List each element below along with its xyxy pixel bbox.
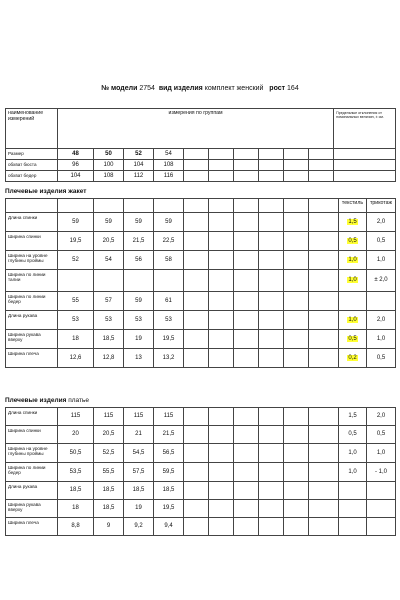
empty-cell [259,500,284,518]
textile-value: 0,5 [348,237,357,244]
dress-title-suffix: платье [68,397,89,404]
empty-cell [284,349,309,368]
empty-cell [259,444,284,463]
textile-cell [339,232,367,251]
empty-cell [259,349,284,368]
row-label: Ширина рукава вверху [6,330,58,349]
table-row [6,518,396,536]
value-cell: 61 [154,292,184,311]
textile-cell [339,251,367,270]
row-label: обхват бюста [6,160,58,171]
empty-cell [309,408,339,426]
model-value: 2754 [139,85,155,92]
group-header: измерения по группам [58,109,334,149]
value-cell: 19 [124,500,154,518]
value-cell: 53 [94,311,124,330]
textile-cell [339,330,367,349]
empty-cell [209,408,234,426]
row-label: Ширина по линии бедер [6,292,58,311]
empty-cell [234,251,259,270]
empty-cell [259,311,284,330]
row-label: Ширина плеча [6,518,58,536]
value-cell: 53 [124,311,154,330]
size-cell: 50 [94,149,124,160]
value-cell: 96 [58,160,94,171]
textile-value: 1,5 [348,413,357,420]
empty-cell [284,251,309,270]
empty-cell [259,270,284,292]
row-label: Ширина по линии бедер [6,463,58,482]
textile-cell [339,500,367,518]
size-row [6,149,396,160]
empty-cell [309,482,339,500]
table-row [6,349,396,368]
value-cell: 55 [58,292,94,311]
empty-cell [284,330,309,349]
textile-cell [339,518,367,536]
value-cell: 21,5 [124,232,154,251]
size-label: Размер [6,149,58,160]
value-cell: 100 [94,160,124,171]
empty-cell [284,270,309,292]
model-label: № модели [101,85,138,92]
table-row [6,160,396,171]
empty-cell [209,518,234,536]
value-cell: 104 [58,171,94,182]
empty-cell [284,500,309,518]
empty-cell [209,482,234,500]
size-cell: 54 [154,149,184,160]
table-row [6,171,396,182]
textile-value: 0,5 [348,431,357,438]
empty-cell [259,232,284,251]
empty-cell [184,349,209,368]
textile-value: 0,5 [348,335,357,342]
textile-value: 1,0 [348,256,357,263]
value-cell: 13 [124,349,154,368]
empty-cell [259,518,284,536]
value-cell: 20,5 [94,426,124,444]
table-row [6,251,396,270]
size-cell: 52 [124,149,154,160]
value-cell: 22,5 [154,232,184,251]
knit-cell: 2,0 [367,213,396,232]
empty-cell [184,426,209,444]
empty-cell [309,330,339,349]
row-label: Длина спинки [6,408,58,426]
table-row [6,482,396,500]
table-row [6,213,396,232]
knit-cell [367,518,396,536]
empty-cell [309,292,339,311]
empty-cell [209,463,234,482]
table-row [6,232,396,251]
table-row [6,330,396,349]
col-knit: трикотаж [367,199,396,213]
empty-cell [234,408,259,426]
row-label: Длина рукава [6,482,58,500]
textile-cell [339,444,367,463]
empty-cell [309,349,339,368]
row-label: Ширина спинки [6,426,58,444]
empty-cell [309,444,339,463]
value-cell: 108 [94,171,124,182]
empty-cell [234,330,259,349]
empty-cell [209,444,234,463]
empty-cell [284,518,309,536]
document-title [0,85,400,92]
value-cell: 18 [58,330,94,349]
empty-cell [284,426,309,444]
textile-value: 1,0 [348,449,357,456]
empty-cell [309,213,339,232]
name-header: наименование измерений [6,109,58,149]
value-cell: 13,2 [154,349,184,368]
value-cell: 58 [154,251,184,270]
knit-cell: 2,0 [367,408,396,426]
size-cell: 48 [58,149,94,160]
empty-cell [234,426,259,444]
empty-cell [209,349,234,368]
row-label: Ширина на уровне глубины проймы [6,251,58,270]
table-row [6,500,396,518]
empty-cell [209,500,234,518]
value-cell: 21 [124,426,154,444]
empty-cell [209,426,234,444]
table-row [6,408,396,426]
value-cell: 18,5 [94,500,124,518]
empty-cell [209,232,234,251]
empty-cell [259,292,284,311]
dress-section-title [5,397,89,404]
empty-cell [234,482,259,500]
empty-cell [209,251,234,270]
empty-cell [309,270,339,292]
textile-cell [339,270,367,292]
value-cell: 115 [58,408,94,426]
measurements-table [5,108,396,182]
empty-cell [309,500,339,518]
empty-cell [234,444,259,463]
value-cell: 52,5 [94,444,124,463]
table-row [6,444,396,463]
empty-cell [209,330,234,349]
empty-cell [234,463,259,482]
value-cell [124,270,154,292]
value-cell: 19,5 [58,232,94,251]
row-label: Ширина по линии талии [6,270,58,292]
row-label: Ширина спинки [6,232,58,251]
knit-cell: - 1,0 [367,463,396,482]
textile-cell [339,292,367,311]
value-cell: 20 [58,426,94,444]
value-cell: 52 [58,251,94,270]
textile-value: 1,5 [348,218,357,225]
empty-cell [209,292,234,311]
empty-cell [234,270,259,292]
knit-cell: 0,5 [367,232,396,251]
empty-cell [309,426,339,444]
textile-cell [339,311,367,330]
row-label: Длина рукава [6,311,58,330]
type-value: комплект женский [204,85,264,92]
knit-cell: 1,0 [367,444,396,463]
value-cell: 59,5 [154,463,184,482]
empty-cell [309,311,339,330]
knit-cell: 0,5 [367,426,396,444]
empty-cell [209,311,234,330]
value-cell: 9,2 [124,518,154,536]
table-row [6,292,396,311]
value-cell: 57,5 [124,463,154,482]
empty-cell [284,482,309,500]
empty-cell [284,213,309,232]
knit-cell [367,500,396,518]
knit-cell: 2,0 [367,311,396,330]
empty-cell [309,232,339,251]
knit-cell [367,482,396,500]
knit-cell: ± 2,0 [367,270,396,292]
value-cell: 55,5 [94,463,124,482]
col-textile: текстиль [339,199,367,213]
empty-cell [309,251,339,270]
empty-cell [259,251,284,270]
value-cell: 112 [124,171,154,182]
value-cell: 18 [58,500,94,518]
table-row [6,270,396,292]
empty-cell [234,349,259,368]
empty-cell [184,463,209,482]
empty-cell [234,500,259,518]
textile-cell [339,349,367,368]
value-cell: 115 [124,408,154,426]
value-cell: 50,5 [58,444,94,463]
empty-cell [284,463,309,482]
empty-cell [184,270,209,292]
value-cell: 115 [154,408,184,426]
value-cell: 53 [58,311,94,330]
value-cell: 12,6 [58,349,94,368]
value-cell: 115 [94,408,124,426]
value-cell: 18,5 [94,330,124,349]
row-label: Ширина рукава вверху [6,500,58,518]
empty-cell [259,482,284,500]
row-label: Длина спинки [6,213,58,232]
empty-cell [184,482,209,500]
textile-cell [339,213,367,232]
empty-cell [234,232,259,251]
value-cell: 59 [94,213,124,232]
textile-value: 0,2 [348,354,357,361]
textile-cell [339,426,367,444]
knit-cell [367,292,396,311]
jacket-section-title [5,188,87,195]
value-cell: 18,5 [58,482,94,500]
empty-cell [259,330,284,349]
empty-cell [284,292,309,311]
value-cell: 59 [124,213,154,232]
textile-value: 1,0 [348,468,357,475]
empty-cell [184,408,209,426]
value-cell: 20,5 [94,232,124,251]
empty-cell [234,518,259,536]
value-cell: 12,8 [94,349,124,368]
value-cell: 19,5 [154,330,184,349]
value-cell: 56 [124,251,154,270]
empty-cell [259,213,284,232]
value-cell: 18,5 [124,482,154,500]
empty-cell [284,444,309,463]
knit-cell: 0,5 [367,349,396,368]
empty-cell [284,408,309,426]
value-cell: 59 [58,213,94,232]
empty-cell [184,444,209,463]
textile-cell [339,482,367,500]
empty-cell [184,292,209,311]
value-cell: 21,5 [154,426,184,444]
value-cell: 19 [124,330,154,349]
value-cell [94,270,124,292]
table-row [6,463,396,482]
empty-cell [184,330,209,349]
value-cell: 56,5 [154,444,184,463]
empty-cell [234,213,259,232]
row-label: обхват бедер [6,171,58,182]
empty-cell [284,311,309,330]
value-cell: 8,8 [58,518,94,536]
value-cell: 19,5 [154,500,184,518]
textile-value: 1,0 [348,316,357,323]
textile-cell [339,408,367,426]
value-cell: 59 [124,292,154,311]
value-cell: 57 [94,292,124,311]
value-cell [154,270,184,292]
empty-cell [184,311,209,330]
value-cell: 54,5 [124,444,154,463]
value-cell: 59 [154,213,184,232]
empty-cell [259,426,284,444]
textile-cell [339,463,367,482]
empty-cell [309,463,339,482]
value-cell: 116 [154,171,184,182]
empty-cell [184,251,209,270]
empty-cell [184,500,209,518]
empty-cell [209,270,234,292]
value-cell [58,270,94,292]
knit-cell: 1,0 [367,251,396,270]
empty-cell [234,311,259,330]
height-value: 164 [287,85,299,92]
value-cell: 53 [154,311,184,330]
empty-cell [184,518,209,536]
value-cell: 9 [94,518,124,536]
value-cell: 18,5 [154,482,184,500]
textile-value: 1,0 [348,277,357,284]
value-cell: 108 [154,160,184,171]
row-label: Ширина плеча [6,349,58,368]
value-cell: 54 [94,251,124,270]
height-label: рост [269,85,286,92]
table-row [6,426,396,444]
knit-cell: 1,0 [367,330,396,349]
row-label: Ширина на уровне глубины проймы [6,444,58,463]
value-cell: 18,5 [94,482,124,500]
empty-cell [184,232,209,251]
empty-cell [234,292,259,311]
jacket-table [5,198,396,368]
value-cell: 9,4 [154,518,184,536]
empty-cell [259,408,284,426]
tolerance-header: Предельные отклонения от номинальных величин, ± см. [334,109,396,149]
table-row [6,311,396,330]
empty-cell [309,518,339,536]
empty-cell [209,213,234,232]
dress-title: Плечевые изделия [5,397,67,404]
jacket-title: Плечевые изделия жакет [5,188,87,195]
value-cell: 104 [124,160,154,171]
type-label: вид изделия [158,85,203,92]
dress-table [5,407,396,536]
empty-cell [284,232,309,251]
empty-cell [259,463,284,482]
empty-cell [184,213,209,232]
value-cell: 53,5 [58,463,94,482]
